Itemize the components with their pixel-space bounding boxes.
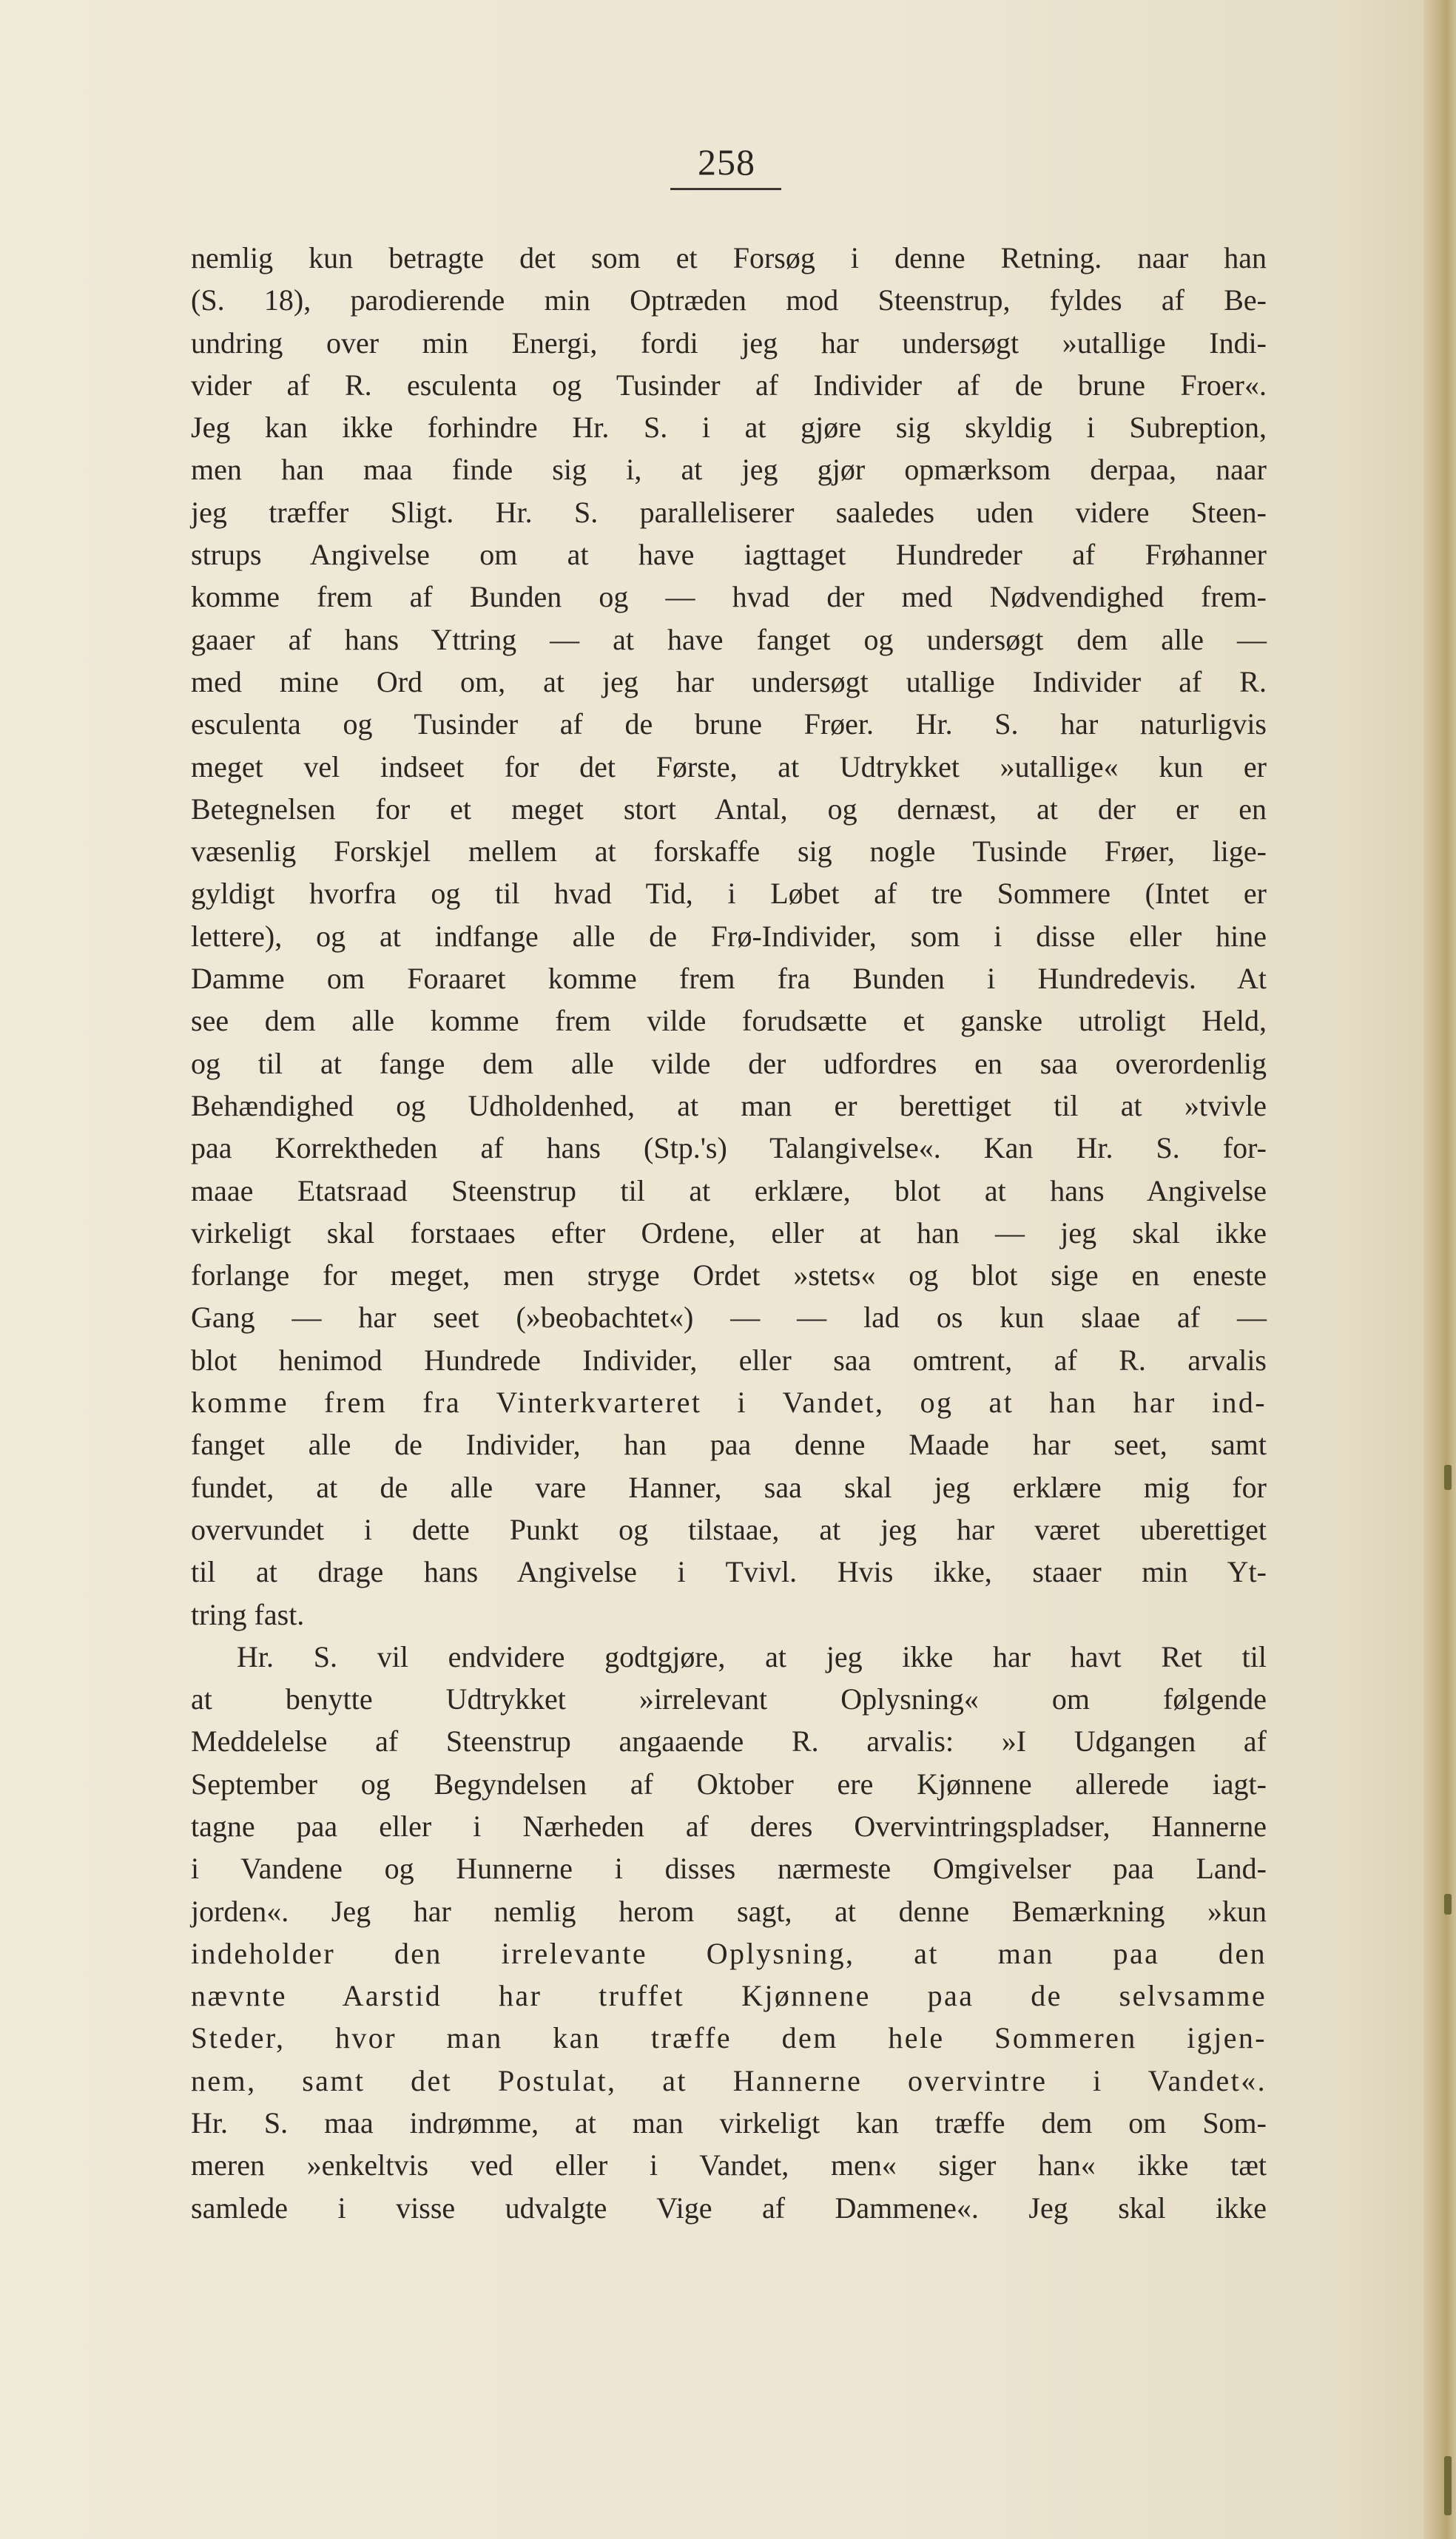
text-line: forlange for meget, men stryge Ordet »stets« og blot sige en eneste <box>191 1258 1267 1292</box>
text-line: tagne paa eller i Nærheden af deres Overvintringspladser, Hannerne <box>191 1809 1267 1843</box>
text-line: September og Begyndelsen af Oktober ere Kjønnene allerede iagt- <box>191 1767 1267 1801</box>
edge-mark <box>1444 1465 1452 1490</box>
text-line: strups Angivelse om at have iagttaget Hundreder af Frøhanner <box>191 538 1267 572</box>
text-line: lettere), og at indfange alle de Frø-Individer, som i disse eller hine <box>191 919 1267 953</box>
text-line: blot henimod Hundrede Individer, eller saa omtrent, af R. arvalis <box>191 1343 1267 1377</box>
text-line: (S. 18), parodierende min Optræden mod Steenstrup, fyldes af Be- <box>191 283 1267 317</box>
body-text <box>191 237 1267 2229</box>
text-line: at benytte Udtrykket »irrelevant Oplysning« om følgende <box>191 1682 1267 1716</box>
text-line: undring over min Energi, fordi jeg har undersøgt »utallige Indi- <box>191 326 1267 360</box>
text-line: Behændighed og Udholdenhed, at man er berettiget til at »tvivle <box>191 1088 1267 1122</box>
text-line: til at drage hans Angivelse i Tvivl. Hvis ikke, staaer min Yt- <box>191 1555 1267 1589</box>
text-line: Damme om Foraaret komme frem fra Bunden i Hundredevis. At <box>191 962 1267 996</box>
text-line: komme frem fra Vinterkvarteret i Vandet, og at han har ind- <box>191 1386 1267 1420</box>
text-line: med mine Ord om, at jeg har undersøgt utallige Individer af R. <box>191 664 1267 698</box>
text-line: men han maa finde sig i, at jeg gjør opmærksom derpaa, naar <box>191 453 1267 487</box>
text-line: meren »enkeltvis ved eller i Vandet, men« siger han« ikke tæt <box>191 2148 1267 2182</box>
text-line: komme frem af Bunden og — hvad der med Nødvendighed frem- <box>191 580 1267 614</box>
text-line: og til at fange dem alle vilde der udfordres en saa overordenlig <box>191 1046 1267 1080</box>
text-line: Gang — har seet (»beobachtet«) — — lad os kun slaae af — <box>191 1301 1267 1335</box>
text-line: Betegnelsen for et meget stort Antal, og dernæst, at der er en <box>191 792 1267 826</box>
text-line: nævnte Aarstid har truffet Kjønnene paa de selvsamme <box>191 1979 1267 2013</box>
page-edge <box>1423 0 1456 2539</box>
text-line: gaaer af hans Yttring — at have fanget og undersøgt dem alle — <box>191 622 1267 656</box>
text-line: paa Korrektheden af hans (Stp.'s) Talangivelse«. Kan Hr. S. for- <box>191 1131 1267 1165</box>
text-line: nem, samt det Postulat, at Hannerne overvintre i Vandet«. <box>191 2063 1267 2097</box>
page-number-rule <box>670 188 781 190</box>
text-line: Steder, hvor man kan træffe dem hele Sommeren igjen- <box>191 2021 1267 2055</box>
text-line: see dem alle komme frem vilde forudsætte et ganske utroligt Held, <box>191 1004 1267 1038</box>
text-line: samlede i visse udvalgte Vige af Dammene«. Jeg skal ikke <box>191 2191 1267 2225</box>
edge-mark <box>1444 2456 1452 2515</box>
text-line: esculenta og Tusinder af de brune Frøer. Hr. S. har naturligvis <box>191 707 1267 741</box>
paragraph-end-line: tring fast. <box>191 1597 305 1631</box>
text-line: jorden«. Jeg har nemlig herom sagt, at denne Bemærkning »kun <box>191 1894 1267 1928</box>
text-line: virkeligt skal forstaaes efter Ordene, eller at han — jeg skal ikke <box>191 1215 1267 1250</box>
text-line: gyldigt hvorfra og til hvad Tid, i Løbet af tre Sommere (Intet er <box>191 877 1267 911</box>
page-number: 258 <box>698 141 755 183</box>
text-line: meget vel indseet for det Første, at Udtrykket »utallige« kun er <box>191 749 1267 783</box>
text-line: maae Etatsraad Steenstrup til at erklære, blot at hans Angivelse <box>191 1173 1267 1207</box>
text-line: nemlig kun betragte det som et Forsøg i denne Retning. naar han <box>191 241 1267 274</box>
text-line: vider af R. esculenta og Tusinder af Individer af de brune Froer«. <box>191 368 1267 402</box>
text-line: Hr. S. maa indrømme, at man virkeligt kan træffe dem om Som- <box>191 2106 1267 2140</box>
text-line: Jeg kan ikke forhindre Hr. S. i at gjøre sig skyldig i Subreption, <box>191 411 1267 445</box>
text-line: fanget alle de Individer, han paa denne Maade har seet, samt <box>191 1428 1267 1462</box>
paragraph-start-line: Hr. S. vil endvidere godtgjøre, at jeg ikke har havt Ret til <box>237 1639 1267 1673</box>
text-line: fundet, at de alle vare Hanner, saa skal jeg erklære mig for <box>191 1470 1267 1504</box>
text-line: jeg træffer Sligt. Hr. S. paralleliserer saaledes uden videre Steen- <box>191 495 1267 529</box>
text-line: i Vandene og Hunnerne i disses nærmeste Omgivelser paa Land- <box>191 1852 1267 1886</box>
text-line: indeholder den irrelevante Oplysning, at man paa den <box>191 1936 1267 1970</box>
text-line: væsenlig Forskjel mellem at forskaffe sig nogle Tusinde Frøer, lige- <box>191 834 1267 869</box>
text-line: overvundet i dette Punkt og tilstaae, at jeg har været uberettiget <box>191 1512 1267 1546</box>
edge-mark <box>1444 1894 1452 1915</box>
text-line: Meddelelse af Steenstrup angaaende R. arvalis: »I Udgangen af <box>191 1724 1267 1759</box>
